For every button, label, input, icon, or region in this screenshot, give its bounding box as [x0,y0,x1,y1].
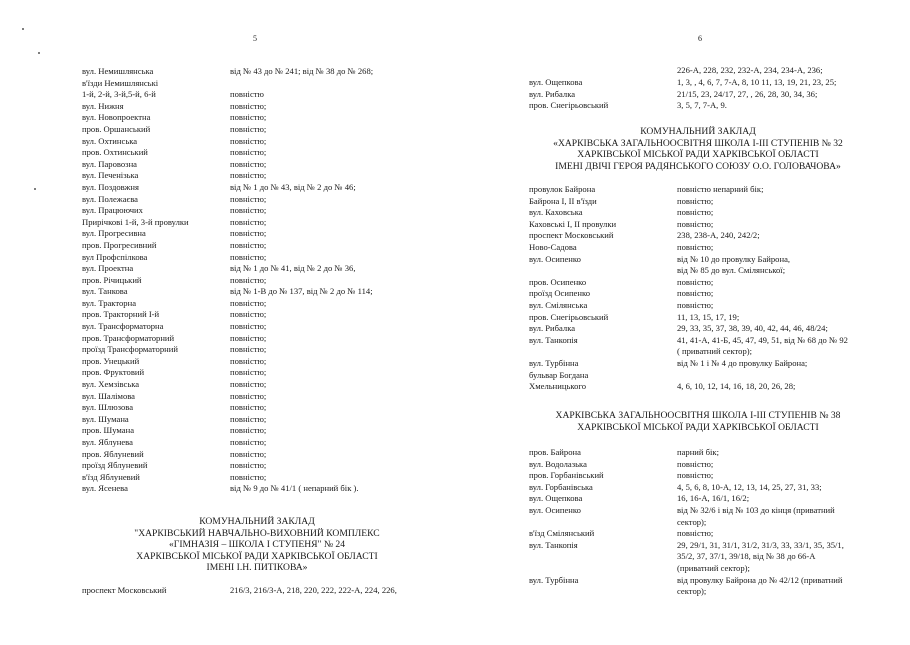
street-list [529,77,836,112]
house-numbers: повністю непарний бік; [677,184,764,194]
street-name: пров. Снегірьовський [529,311,609,322]
street-list [82,66,373,495]
street-name: пров. Унецький [82,355,140,366]
street-row [529,447,844,459]
street-name: пров. Трансформаторний [82,332,175,343]
house-numbers: від провулку Байрона до № 42/12 (приватний [677,574,843,585]
street-name: вул. Горбанівська [529,481,593,492]
house-numbers: повністю; [677,299,714,310]
street-row [82,147,373,159]
street-name: вул. Нижня [82,100,124,111]
street-row [529,254,848,266]
house-numbers: повністю; [230,425,267,436]
street-name: пров. Байрона [529,447,581,457]
house-numbers: повністю; [230,228,267,239]
house-numbers: 35/2, 37, 37/1, 39/18, від № 38 до 66-А [677,551,816,562]
street-name: пров. Горбанівський [529,470,604,481]
street-row [82,321,373,333]
street-row [82,414,373,426]
heading-line: ХАРКІВСЬКОЇ МІСЬКОЇ РАДИ ХАРКІВСЬКОЇ ОБЛАСТІ [577,149,819,161]
house-numbers: парний бік; [677,447,719,457]
street-name: Ново-Садова [529,241,577,252]
house-numbers: повністю [230,89,264,100]
house-numbers: 21/15, 23, 24/17, 27, , 26, 28, 30, 34, 36; [677,88,818,99]
street-name: вул. Працюючих [82,205,143,216]
street-row [82,483,373,495]
street-name: вул. Новопроектна [82,112,151,123]
street-row [529,370,848,382]
street-row [529,482,844,494]
street-row [529,540,844,552]
street-name: вул. Рибалка [529,88,576,99]
heading-line: ХАРКІВСЬКОЇ МІСЬКОЇ РАДИ ХАРКІВСЬКОЇ ОБЛАСТІ [136,550,378,562]
street-name: пров. Оршанський [82,123,151,134]
house-numbers: 4, 6, 10, 12, 14, 16, 18, 20, 26, 28; [677,381,796,392]
street-row [82,309,373,321]
street-row [82,252,373,264]
street-name: проспект Московський [529,230,614,241]
street-name: вул. Осипенко [529,253,581,264]
house-numbers: повністю; [677,458,714,469]
street-row [529,551,844,563]
street-name: пров. Снегірьовський [529,100,609,111]
house-numbers: 4, 5, 6, 8, 10-А, 12, 13, 14, 25, 27, 31, 33; [677,481,822,492]
street-row [529,277,848,289]
street-row [529,288,848,300]
house-numbers: повністю; [230,437,267,447]
street-name: вул. Танкопія [529,334,578,345]
street-row [82,112,373,124]
street-row [529,207,848,219]
street-name: вул. Яблунева [82,437,133,447]
house-numbers: повністю; [230,147,267,158]
street-row [529,265,848,277]
street-row [82,228,373,240]
street-name: Байрона І, ІІ в'їзди [529,195,597,206]
house-numbers: повністю; [230,413,267,424]
house-numbers: повністю; [230,321,267,332]
street-name: пров. Прогресивний [82,239,157,250]
house-numbers: від № 9 до № 41/1 ( непарний бік ). [230,483,359,494]
house-numbers: повністю; [230,112,267,123]
street-name: вул. Тракторна [82,297,137,308]
house-numbers: повністю; [230,332,267,343]
house-numbers: повністю; [230,205,267,216]
street-name: пров. Охтинський [82,147,148,158]
house-numbers: повністю; [230,193,267,204]
street-row [529,563,844,575]
street-name: в'їзд Яблуневий [82,471,140,482]
street-row [529,184,848,196]
street-row [529,381,848,393]
street-row [529,196,848,208]
school-38-heading [519,410,877,433]
heading-line: ІМЕНІ І.Н. ПИТІКОВА» [206,562,308,574]
street-name: пров. Яблуневий [82,448,144,459]
street-name: в'їзди Немишлянські [82,77,159,88]
street-name: вул Профспілкова [82,251,148,262]
house-numbers: повністю; [677,528,714,539]
street-row [529,219,848,231]
street-row [529,586,844,598]
street-name: вул. Шумана [82,413,129,424]
right-page [455,0,910,645]
street-name: вул. Немишлянська [82,66,154,76]
street-row [529,528,844,540]
house-numbers: повністю; [230,355,267,366]
street-row [82,136,373,148]
house-numbers: повністю; [230,390,267,401]
street-row [529,358,848,370]
page-number: 6 [698,34,702,43]
house-numbers: 3, 5, 7, 7-А, 9. [677,100,727,111]
street-row [82,78,373,90]
street-name: вул. Полежаєва [82,193,138,204]
house-numbers: 41, 41-А, 41-Б, 45, 47, 49, 51, від № 68 до № 92 [677,334,848,345]
street-name: вул. Печенізька [82,170,139,181]
house-numbers: повністю; [677,470,714,481]
street-name: вул. Шлюзова [82,402,134,413]
street-name: вул. Проектна [82,263,134,274]
house-numbers: повністю; [230,158,267,169]
house-numbers: повністю; [677,276,714,287]
house-numbers: повністю; [677,218,714,229]
house-numbers: повністю; [230,239,267,250]
street-row [82,194,373,206]
street-row [529,459,844,471]
house-numbers: 16, 16-А, 16/1, 16/2; [677,493,750,504]
house-numbers: повністю; [230,471,267,482]
street-name: вул. Рибалка [529,323,576,334]
street-name: Хмельницького [529,381,587,392]
house-numbers: повністю; [677,207,714,218]
street-row [82,275,373,287]
street-name [529,551,677,563]
street-name: вул. Поздовжня [82,181,139,192]
street-row [82,124,373,136]
street-row [529,312,848,324]
street-row [82,298,373,310]
heading-line: «ХАРКІВСЬКА ЗАГАЛЬНООСВІТНЯ ШКОЛА І-ІІІ СТУПЕНІВ № 32 [553,137,843,149]
street-row [529,505,844,517]
street-name: бульвар Богдана [529,369,589,380]
house-numbers: повністю; [677,288,714,299]
house-numbers: повністю; [230,448,267,459]
house-numbers: повністю; [230,135,267,146]
school-38-street-list [529,447,844,598]
school-32-street-list [529,184,848,393]
street-name: вул. Хемзівська [82,379,140,390]
street-row [82,286,373,298]
house-numbers: повністю; [230,460,267,471]
heading-line: ХАРКІВСЬКА ЗАГАЛЬНООСВІТНЯ ШКОЛА І-ІІІ СТУПЕНІВ № 38 [555,410,841,421]
house-numbers: сектор); [677,516,707,527]
house-numbers: повністю; [230,251,267,262]
street-name: пров. Фруктовий [82,367,145,378]
heading-line: КОМУНАЛЬНИЙ ЗАКЛАД [199,516,315,527]
street-row [529,470,844,482]
street-name: вул. Шалімова [82,390,135,401]
street-name: Каховські І, ІІ провулки [529,218,617,229]
house-numbers: сектор); [677,586,707,597]
house-numbers: 238, 238-А, 240, 242/2; [677,230,760,241]
house-numbers: від № 43 до № 241; від № 38 до № 268; [230,66,374,76]
street-row [82,182,373,194]
street-name: вул. Турбінна [529,357,579,368]
street-name: 1-й, 2-й, 3-й,5-й, 6-й [82,89,156,100]
street-name: в'їзд Смілянський [529,528,595,539]
house-numbers: повністю; [230,379,267,390]
heading-line: ХАРКІВСЬКОЇ МІСЬКОЇ РАДИ ХАРКІВСЬКОЇ ОБЛАСТІ [577,421,819,433]
house-numbers: повністю; [677,241,714,252]
street-name: пров. Тракторний I-й [82,309,160,320]
street-row [529,242,848,254]
house-numbers: 29, 33, 35, 37, 38, 39, 40, 42, 44, 46, 48/24; [677,323,828,334]
street-row [82,205,373,217]
street-row [529,346,848,358]
street-name: провулок Байрона [529,184,596,194]
street-name: вул. Танкопія [529,539,578,550]
street-row [82,240,373,252]
street-name: проспект Московський [82,585,167,595]
street-row [82,437,373,449]
street-row [529,493,844,505]
street-name: вул. Каховська [529,207,583,218]
house-numbers: ( приватний сектор); [677,346,753,357]
street-row [529,575,844,587]
street-row [529,100,836,112]
house-numbers: 226-А, 228, 232, 232-А, 234, 234-А, 236; [677,65,823,75]
street-row [82,66,373,78]
house-numbers: від № 1-В до № 137, від № 2 до № 114; [230,286,373,297]
street-name: пров. Річицький [82,274,142,285]
house-numbers: від № 1 до № 41, від № 2 до № 36, [230,263,356,274]
street-row [82,89,373,101]
house-numbers: повністю; [230,123,267,134]
street-row [82,402,373,414]
street-row [82,585,397,597]
house-numbers: від № 32/6 і від № 103 до кінця (приватний [677,504,835,515]
house-numbers: повністю; [230,367,267,378]
house-numbers: повністю; [230,216,267,227]
street-name: пров. Шумана [82,425,135,436]
street-row [82,333,373,345]
street-row [82,367,373,379]
street-row [82,344,373,356]
street-name: вул. Водолазька [529,458,587,469]
street-row [82,460,373,472]
street-name: проїзд Яблуневий [82,460,148,471]
continuation-line [677,65,823,77]
street-row [82,263,373,275]
street-name: вул. Ясенева [82,483,128,494]
street-row [529,300,848,312]
house-numbers: від № 1 і № 4 до провулку Байрона; [677,357,808,368]
street-row [82,472,373,484]
street-name [529,265,677,277]
house-numbers: від № 85 до вул. Смілянської; [677,265,786,276]
heading-line: "ХАРКІВСЬКИЙ НАВЧАЛЬНО-ВИХОВНИЙ КОМПЛЕКС [134,527,380,539]
street-row [82,425,373,437]
last-street-row [82,585,397,597]
heading-line: ІМЕНІ ДВІЧІ ГЕРОЯ РАДЯНСЬКОГО СОЮЗУ О.О. ГОЛОВАЧОВА» [555,160,841,172]
house-numbers: 1, 3, , 4, 6, 7, 7-А, 8, 10 11, 13, 19, 21, 23, 25; [677,77,837,87]
street-row [82,391,373,403]
street-row [529,89,836,101]
street-name: вул. Прогресивна [82,228,146,239]
house-numbers: від № 1 до № 43, від № 2 до № 46; [230,181,356,192]
street-name: проїзд Осипенко [529,288,591,299]
street-name [529,563,677,575]
street-row [82,356,373,368]
house-numbers: повністю; [230,100,267,111]
street-row [82,101,373,113]
street-row [82,170,373,182]
street-name: пров. Осипенко [529,276,587,287]
house-numbers: повністю; [230,344,267,355]
street-row [82,449,373,461]
house-numbers: повністю; [677,195,714,206]
street-name: вул. Смілянська [529,299,588,310]
street-name: вул. Трансформаторна [82,321,164,332]
heading-line: КОМУНАЛЬНИЙ ЗАКЛАД [640,126,756,137]
street-row [529,77,836,89]
street-name: вул. Осипенко [529,504,581,515]
house-numbers: повністю; [230,309,267,320]
house-numbers: повністю; [230,274,267,285]
street-name: вул. Охтинська [82,135,138,146]
house-numbers: 11, 13, 15, 17, 19; [677,311,740,322]
street-row [529,323,848,335]
house-numbers: (приватний сектор); [677,562,750,573]
street-name: вул. Паровозна [82,158,137,169]
street-row [529,517,844,529]
house-numbers: від № 10 до провулку Байрона, [677,253,791,264]
page-number: 5 [253,34,257,43]
street-name [529,586,677,598]
street-row [82,379,373,391]
street-row [529,335,848,347]
street-name: вул. Танкова [82,286,128,297]
house-numbers: 29, 29/1, 31, 31/1, 31/2, 31/3, 33, 33/1, 35, 35/1, [677,539,844,550]
house-numbers: повністю; [230,402,267,413]
street-row [82,217,373,229]
street-name [529,517,677,529]
street-row [82,159,373,171]
street-name: Прирічкові 1-й, 3-й провулки [82,216,189,227]
street-name: вул. Ощепкова [529,77,583,87]
street-name: проїзд Трансформаторний [82,344,178,355]
street-name: вул. Турбінна [529,574,579,585]
street-name [529,346,677,358]
heading-line: «ГІМНАЗІЯ – ШКОЛА І СТУПЕНЯ" № 24 [168,539,346,551]
house-numbers: повністю; [230,297,267,308]
school-32-heading [519,126,877,172]
school-24-heading [120,516,394,574]
house-numbers: повністю; [230,170,267,181]
street-row [529,230,848,242]
house-numbers: 216/3, 216/3-А, 218, 220, 222, 222-А, 224, 226, [230,585,397,595]
street-name: вул. Ощепкова [529,493,583,504]
